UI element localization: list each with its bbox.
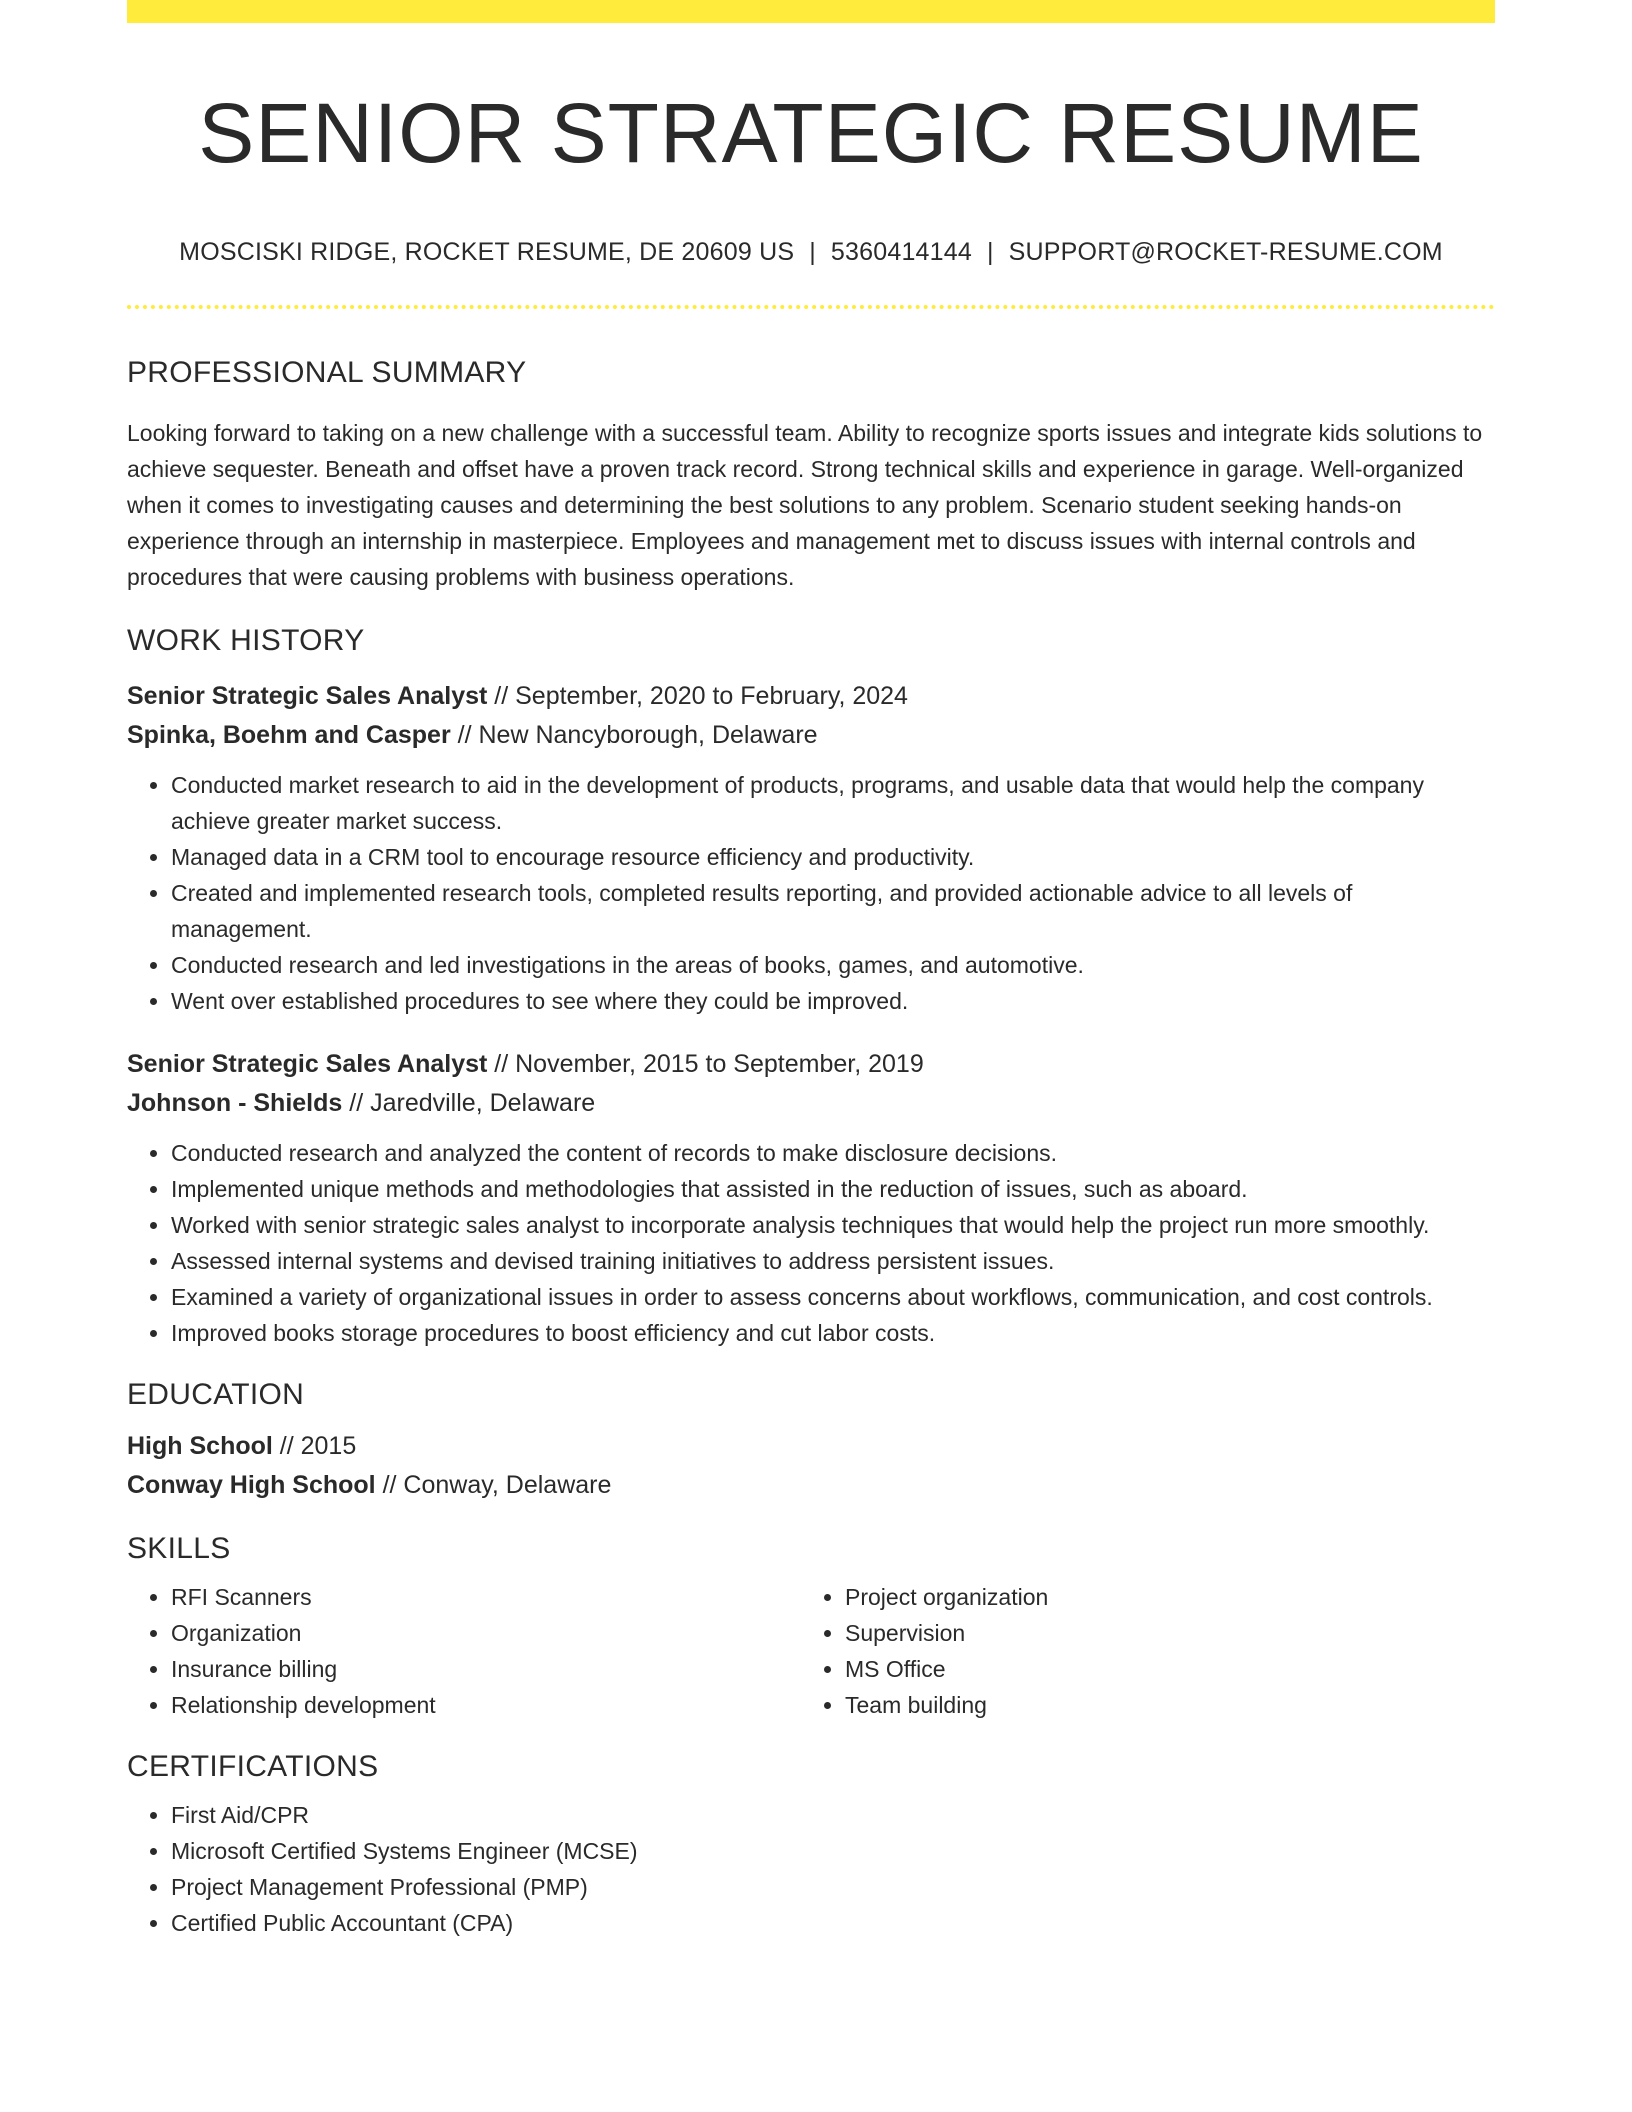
list-item: • Improved books storage procedures to boost efficiency and cut labor costs. xyxy=(171,1315,1495,1351)
education-degree-line xyxy=(127,1427,1495,1466)
dotted-divider xyxy=(127,305,1495,309)
job-role: Senior Strategic Sales Analyst xyxy=(127,681,488,710)
contact-email: SUPPORT@ROCKET-RESUME.COM xyxy=(1008,237,1443,266)
list-item: • Microsoft Certified Systems Engineer (MCSE) xyxy=(171,1833,1495,1869)
resume-page xyxy=(127,0,1495,1941)
education-year: // 2015 xyxy=(279,1431,357,1460)
skills-list xyxy=(801,1579,1475,1723)
top-accent-bar xyxy=(127,0,1495,23)
job-bullets xyxy=(127,767,1495,1019)
list-item: • Relationship development xyxy=(171,1687,801,1723)
education-entry xyxy=(127,1427,1495,1505)
job-location: // Jaredville, Delaware xyxy=(349,1088,596,1117)
contact-separator: | xyxy=(809,237,816,266)
summary-text: Looking forward to taking on a new challenge with a successful team. Ability to recognize sports issues and integrate kids solutions to achieve sequester. Beneath and offset have a proven track record. Strong technical skills and experience in garage. Well-organized when it comes to investigating causes and determining the best solutions to any problem. Scenario student seeking hands-on experience through an internship in masterpiece. Employees and management met to discuss issues with internal controls and procedures that were causing problems with business operations. xyxy=(127,419,1483,590)
list-item: • Supervision xyxy=(845,1615,1475,1651)
list-item: • Worked with senior strategic sales analyst to incorporate analysis techniques that would help the project run more smoothly. xyxy=(171,1207,1495,1243)
list-item: • Project organization xyxy=(845,1579,1475,1615)
list-item: • Conducted market research to aid in the development of products, programs, and usable data that would help the company achieve greater market success. xyxy=(171,767,1495,839)
contact-phone: 5360414144 xyxy=(830,237,972,266)
job-title-line xyxy=(127,1045,1495,1084)
skills-column-left xyxy=(127,1579,801,1723)
list-item: • Assessed internal systems and devised training initiatives to address persistent issues. xyxy=(171,1243,1495,1279)
resume-title: SENIOR STRATEGIC RESUME xyxy=(198,86,1424,180)
education-school: Conway High School xyxy=(127,1470,376,1499)
list-item: • Went over established procedures to see where they could be improved. xyxy=(171,983,1495,1019)
skills-list xyxy=(127,1579,801,1723)
work-history-heading: WORK HISTORY xyxy=(127,623,365,657)
skills-column-right xyxy=(801,1579,1475,1723)
job-company: Spinka, Boehm and Casper xyxy=(127,720,451,749)
list-item: • MS Office xyxy=(845,1651,1475,1687)
job-company: Johnson - Shields xyxy=(127,1088,343,1117)
list-item: • Managed data in a CRM tool to encourage resource efficiency and productivity. xyxy=(171,839,1495,875)
education-degree: High School xyxy=(127,1431,273,1460)
job-title-line xyxy=(127,677,1495,716)
list-item: • Conducted research and led investigations in the areas of books, games, and automotive. xyxy=(171,947,1495,983)
summary-heading: PROFESSIONAL SUMMARY xyxy=(127,355,527,389)
list-item: • Examined a variety of organizational issues in order to assess concerns about workflows, communication, and cost controls. xyxy=(171,1279,1495,1315)
job-company-line xyxy=(127,1084,1495,1123)
list-item: • Insurance billing xyxy=(171,1651,801,1687)
job-role: Senior Strategic Sales Analyst xyxy=(127,1049,488,1078)
skills-grid xyxy=(127,1579,1495,1723)
job-location: // New Nancyborough, Delaware xyxy=(457,720,818,749)
contact-line xyxy=(127,238,1495,267)
list-item: • RFI Scanners xyxy=(171,1579,801,1615)
education-location: // Conway, Delaware xyxy=(382,1470,612,1499)
skills-heading: SKILLS xyxy=(127,1531,231,1565)
list-item: • Conducted research and analyzed the content of records to make disclosure decisions. xyxy=(171,1135,1495,1171)
list-item: • Created and implemented research tools, completed results reporting, and provided actionable advice to all levels of management. xyxy=(171,875,1495,947)
education-heading: EDUCATION xyxy=(127,1377,305,1411)
list-item: • Project Management Professional (PMP) xyxy=(171,1869,1495,1905)
job-company-line xyxy=(127,716,1495,755)
job-bullets xyxy=(127,1135,1495,1351)
contact-separator: | xyxy=(986,237,994,266)
certifications-heading: CERTIFICATIONS xyxy=(127,1749,379,1783)
education-school-line xyxy=(127,1466,1495,1505)
contact-address: MOSCISKI RIDGE, ROCKET RESUME, DE 20609 US xyxy=(179,237,795,266)
list-item: • Certified Public Accountant (CPA) xyxy=(171,1905,1495,1941)
list-item: • Implemented unique methods and methodologies that assisted in the reduction of issues, such as aboard. xyxy=(171,1171,1495,1207)
list-item: • First Aid/CPR xyxy=(171,1797,1495,1833)
list-item: • Organization xyxy=(171,1615,801,1651)
certifications-list xyxy=(127,1797,1495,1941)
job-dates: // November, 2015 to September, 2019 xyxy=(494,1049,924,1078)
list-item: • Team building xyxy=(845,1687,1475,1723)
job-dates: // September, 2020 to February, 2024 xyxy=(494,681,908,710)
